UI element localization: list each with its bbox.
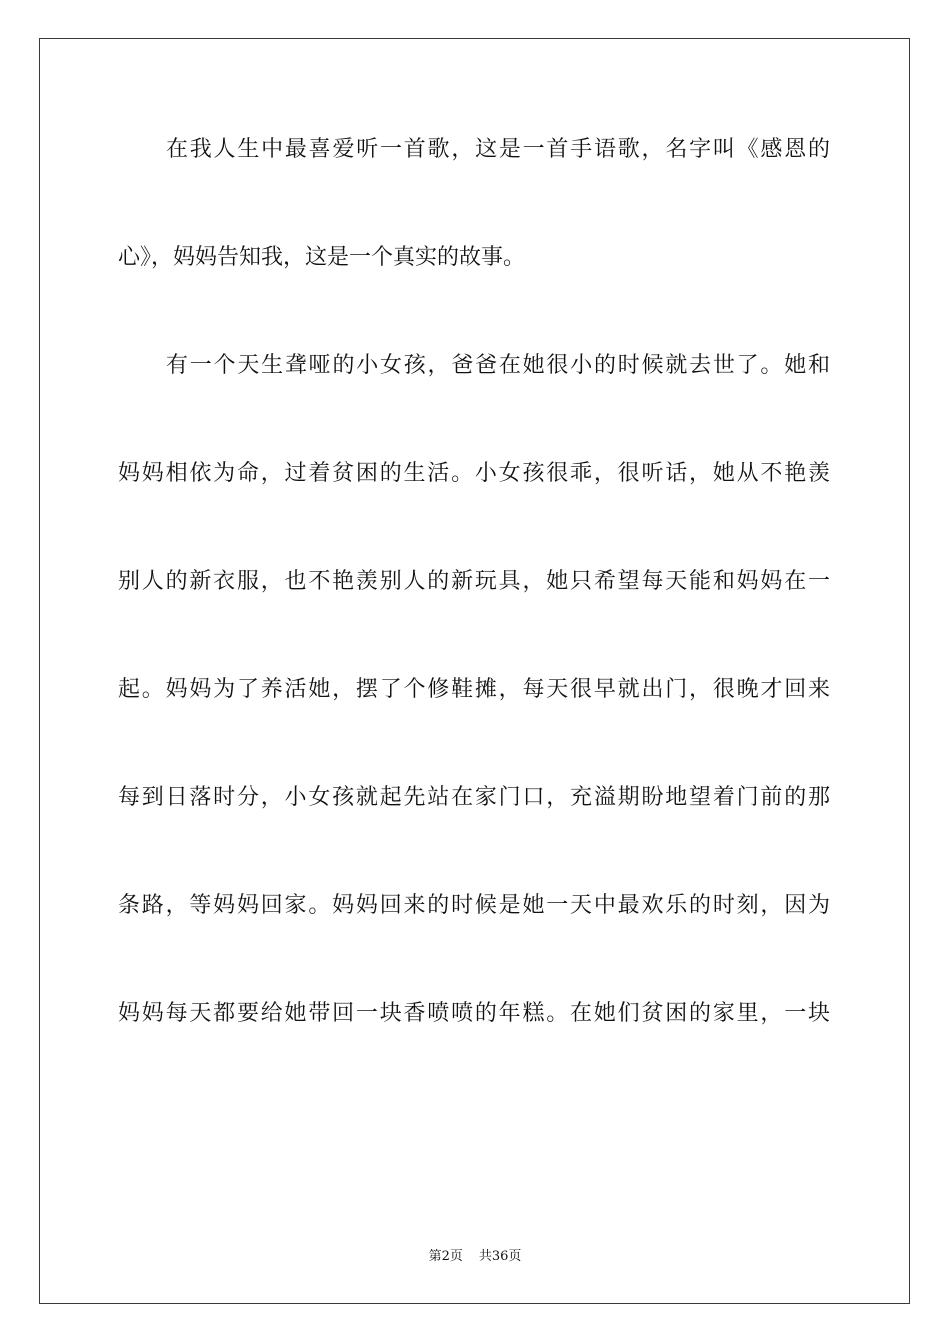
paragraph-2-line-5: 每到日落时分，小女孩就起先站在家门口，充溢期盼地望着门前的那 — [118, 785, 830, 810]
document-body — [118, 118, 830, 1090]
paragraph-1-line-2: 心》，妈妈告知我，这是一个真实的故事。 — [118, 245, 526, 270]
paragraph-2-line-7: 妈妈每天都要给她带回一块香喷喷的年糕。在她们贫困的家里，一块 — [118, 1001, 830, 1026]
paragraph-2-line-1: 有一个天生聋哑的小女孩，爸爸在她很小的时候就去世了。她和 — [166, 353, 830, 378]
page-footer — [0, 1245, 950, 1264]
paragraph-2-line-6: 条路，等妈妈回家。妈妈回来的时候是她一天中最欢乐的时刻，因为 — [118, 893, 830, 918]
paragraph-2-line-2: 妈妈相依为命，过着贫困的生活。小女孩很乖，很听话，她从不艳羡 — [118, 461, 830, 486]
paragraph-2-line-4: 起。妈妈为了养活她，摆了个修鞋摊，每天很早就出门，很晚才回来 — [118, 677, 830, 702]
page-total: 共36页 — [478, 1249, 522, 1264]
page-number: 第2页 — [428, 1249, 463, 1264]
paragraph-2-line-3: 别人的新衣服，也不艳羡别人的新玩具，她只希望每天能和妈妈在一 — [118, 569, 830, 594]
paragraph-1-line-1: 在我人生中最喜爱听一首歌，这是一首手语歌，名字叫《感恩的 — [166, 137, 830, 162]
